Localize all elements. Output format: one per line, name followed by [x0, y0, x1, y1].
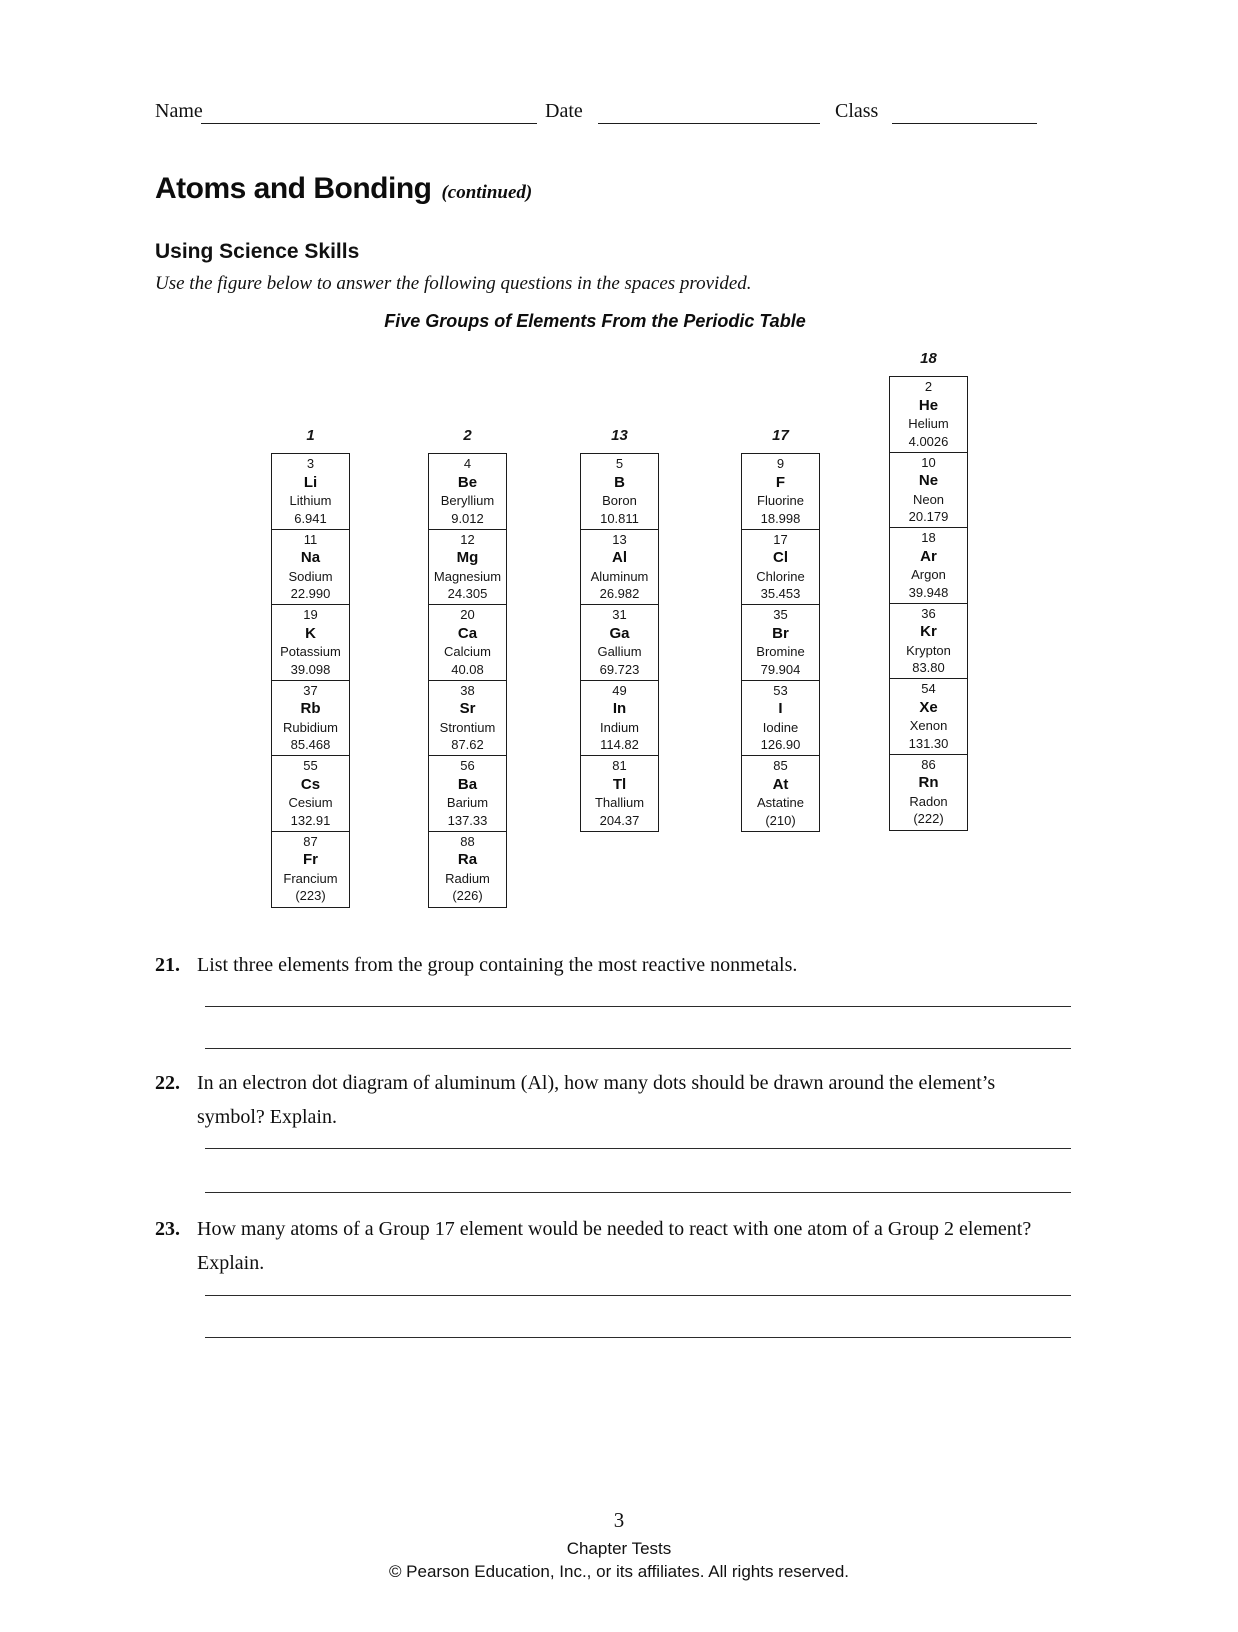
date-label: Date [545, 100, 583, 122]
atomic-mass: 69.723 [599, 661, 640, 677]
atomic-number: 31 [612, 607, 627, 622]
question-text: In an electron dot diagram of aluminum (Al), how many dots should be drawn around the element’s symbol? Explain. [197, 1072, 996, 1128]
element-symbol: He [918, 396, 939, 414]
atomic-number: 18 [921, 530, 936, 545]
atomic-number: 4 [463, 456, 472, 471]
element-cell-K [271, 604, 350, 681]
element-symbol: Fr [303, 851, 318, 869]
atomic-number: 5 [615, 456, 624, 471]
name-label: Name [155, 100, 203, 122]
date-blank-line[interactable] [598, 123, 820, 124]
atomic-number: 20 [460, 607, 475, 622]
atomic-mass: 87.62 [451, 737, 484, 753]
atomic-mass: (226) [452, 888, 483, 904]
atomic-mass: 132.91 [290, 812, 331, 828]
element-symbol: Ca [457, 624, 478, 642]
element-symbol: Cs [300, 775, 321, 793]
group-column-2 [428, 427, 507, 908]
figure-title: Five Groups of Elements From the Periodic Table [384, 311, 806, 331]
atomic-mass: 18.998 [760, 510, 801, 526]
question-23 [155, 1212, 1092, 1280]
element-name: Radium [445, 870, 490, 886]
element-cell-Mg [428, 529, 507, 606]
atomic-mass: 4.0026 [908, 433, 949, 449]
element-name: Gallium [597, 644, 642, 660]
atomic-number: 37 [303, 682, 318, 698]
atomic-number: 10 [921, 454, 936, 470]
element-name: Chlorine [756, 568, 805, 584]
atomic-mass: 24.305 [447, 586, 488, 602]
atomic-mass: 22.990 [290, 586, 331, 602]
section-heading: Using Science Skills [155, 240, 360, 263]
element-symbol: Kr [920, 623, 937, 641]
element-symbol: At [772, 775, 789, 793]
element-cell-Al [580, 529, 659, 606]
element-cell-Ne [889, 452, 968, 529]
class-label: Class [835, 100, 879, 122]
atomic-mass: 40.08 [451, 661, 484, 677]
element-cell-Fr [271, 831, 350, 908]
answer-line[interactable] [205, 1006, 1071, 1007]
element-symbol: Ba [457, 775, 478, 793]
group-number-label: 17 [772, 427, 789, 444]
element-cell-Kr [889, 603, 968, 680]
atomic-mass: 10.811 [600, 510, 639, 526]
element-cell-Ar [889, 527, 968, 604]
element-symbol: Ar [920, 547, 937, 565]
element-symbol: Al [612, 549, 627, 567]
element-symbol: Ga [609, 624, 630, 642]
element-cell-Cl [741, 529, 820, 606]
atomic-mass: 35.453 [760, 586, 801, 602]
element-symbol: Li [303, 473, 318, 491]
question-number: 23. [155, 1218, 180, 1240]
element-symbol: Br [772, 624, 789, 642]
answer-line[interactable] [205, 1295, 1071, 1296]
element-cell-Br [741, 604, 820, 681]
element-symbol: Be [457, 473, 478, 491]
element-name: Bromine [756, 644, 805, 660]
element-name: Astatine [757, 795, 804, 811]
element-symbol: Na [300, 549, 321, 567]
element-cell-I [741, 680, 820, 757]
element-cell-Xe [889, 678, 968, 755]
element-name: Rubidium [283, 719, 338, 735]
atomic-number: 11 [303, 531, 318, 547]
atomic-number: 88 [460, 833, 475, 849]
group-number-label: 18 [920, 350, 937, 367]
element-name: Sodium [288, 568, 333, 584]
element-cell-At [741, 755, 820, 832]
atomic-mass: 126.90 [760, 737, 801, 753]
answer-line[interactable] [205, 1048, 1071, 1049]
element-name: Barium [446, 795, 489, 811]
element-name: Francium [283, 870, 338, 886]
element-symbol: Mg [456, 549, 479, 567]
element-symbol: Ne [918, 472, 939, 490]
atomic-mass: 85.468 [290, 737, 331, 753]
element-cell-Sr [428, 680, 507, 757]
element-name: Boron [602, 493, 637, 509]
element-symbol: In [612, 700, 627, 718]
element-symbol: Ra [457, 851, 478, 869]
element-symbol: Rb [300, 700, 321, 718]
footer-book-title: Chapter Tests [566, 1539, 672, 1558]
element-name: Magnesium [433, 568, 502, 584]
element-name: Strontium [439, 719, 496, 735]
atomic-number: 49 [612, 682, 627, 698]
atomic-number: 9 [776, 456, 785, 471]
element-name: Xenon [909, 718, 948, 734]
element-cell-Ra [428, 831, 507, 908]
element-cell-Tl [580, 755, 659, 832]
element-symbol: F [775, 473, 786, 491]
atomic-mass: 114.82 [600, 737, 639, 753]
element-cell-He [889, 376, 968, 453]
element-symbol: Sr [459, 700, 476, 718]
atomic-number: 85 [773, 758, 788, 773]
group-column-17 [741, 427, 820, 832]
atomic-number: 2 [924, 379, 933, 394]
question-21 [155, 948, 1100, 982]
answer-line[interactable] [205, 1192, 1071, 1193]
element-name: Beryllium [440, 493, 495, 509]
atomic-number: 38 [460, 682, 475, 698]
page-title [155, 172, 532, 206]
atomic-mass: 204.37 [599, 812, 640, 828]
element-name: Helium [908, 416, 949, 432]
element-cell-Ca [428, 604, 507, 681]
element-symbol: Rn [918, 774, 939, 792]
atomic-mass: 20.179 [908, 509, 949, 525]
atomic-number: 12 [460, 531, 475, 547]
element-cell-In [580, 680, 659, 757]
footer-copyright: © Pearson Education, Inc., or its affiliates. All rights reserved. [388, 1562, 850, 1581]
element-name: Iodine [762, 719, 799, 735]
atomic-number: 19 [303, 607, 318, 622]
atomic-number: 35 [773, 607, 788, 622]
element-name: Cesium [288, 795, 333, 811]
group-column-13 [580, 427, 659, 832]
answer-line[interactable] [205, 1148, 1071, 1149]
atomic-number: 36 [921, 605, 936, 621]
atomic-mass: 83.80 [912, 660, 945, 676]
atomic-number: 17 [773, 531, 788, 547]
element-symbol: Cl [773, 549, 788, 567]
question-number: 22. [155, 1072, 180, 1094]
element-cell-Rb [271, 680, 350, 757]
element-cell-Be [428, 453, 507, 530]
element-symbol: I [778, 700, 783, 718]
element-cell-F [741, 453, 820, 530]
atomic-number: 86 [921, 756, 936, 772]
group-number-label: 13 [611, 427, 628, 444]
element-cell-Cs [271, 755, 350, 832]
element-symbol: Tl [612, 775, 627, 793]
atomic-number: 13 [612, 531, 627, 547]
atomic-number: 55 [303, 758, 318, 773]
atomic-mass: 39.948 [908, 584, 949, 600]
atomic-mass: 9.012 [451, 510, 484, 526]
element-name: Aluminum [590, 568, 649, 584]
question-text: How many atoms of a Group 17 element would be needed to react with one atom of a Group 2 element? Explain. [197, 1218, 1032, 1274]
element-name: Potassium [280, 644, 341, 660]
element-symbol: Xe [919, 698, 938, 716]
element-name: Thallium [594, 795, 645, 811]
element-name: Argon [911, 567, 946, 583]
question-number: 21. [155, 954, 180, 976]
atomic-number: 56 [460, 758, 475, 773]
element-symbol: K [305, 624, 316, 642]
atomic-mass: 79.904 [760, 661, 801, 677]
element-cell-Rn [889, 754, 968, 831]
name-blank-line[interactable] [201, 123, 537, 124]
group-column-18 [889, 350, 968, 831]
instruction-text: Use the figure below to answer the following questions in the spaces provided. [155, 273, 752, 294]
element-cell-Na [271, 529, 350, 606]
atomic-mass: (210) [765, 812, 796, 828]
atomic-mass: (222) [913, 811, 944, 827]
element-symbol: B [614, 473, 625, 491]
group-number-label: 2 [463, 427, 472, 444]
atomic-mass: 131.30 [908, 735, 949, 751]
question-text: List three elements from the group containing the most reactive nonmetals. [197, 954, 798, 976]
element-cell-Ba [428, 755, 507, 832]
group-number-label: 1 [306, 427, 315, 444]
element-name: Fluorine [757, 493, 804, 509]
element-name: Neon [912, 491, 945, 507]
element-name: Krypton [906, 642, 951, 658]
element-name: Indium [599, 719, 640, 735]
page-number: 3 [613, 1508, 625, 1532]
atomic-number: 81 [612, 758, 627, 773]
atomic-mass: 6.941 [294, 510, 327, 526]
atomic-number: 3 [306, 456, 315, 471]
atomic-mass: 137.33 [447, 812, 488, 828]
page-title-continued: (continued) [441, 182, 533, 203]
element-cell-Li [271, 453, 350, 530]
element-name: Radon [909, 793, 948, 809]
class-blank-line[interactable] [892, 123, 1037, 124]
element-cell-Ga [580, 604, 659, 681]
element-cell-B [580, 453, 659, 530]
atomic-mass: 39.098 [290, 661, 331, 677]
atomic-number: 53 [773, 682, 788, 698]
atomic-mass: 26.982 [599, 586, 640, 602]
group-column-1 [271, 427, 350, 908]
page-title-main: Atoms and Bonding [155, 172, 432, 205]
atomic-number: 54 [921, 681, 936, 696]
element-name: Lithium [289, 493, 332, 509]
atomic-mass: (223) [295, 888, 326, 904]
answer-line[interactable] [205, 1337, 1071, 1338]
atomic-number: 87 [303, 833, 318, 849]
question-22 [155, 1066, 1045, 1134]
element-name: Calcium [444, 644, 491, 660]
